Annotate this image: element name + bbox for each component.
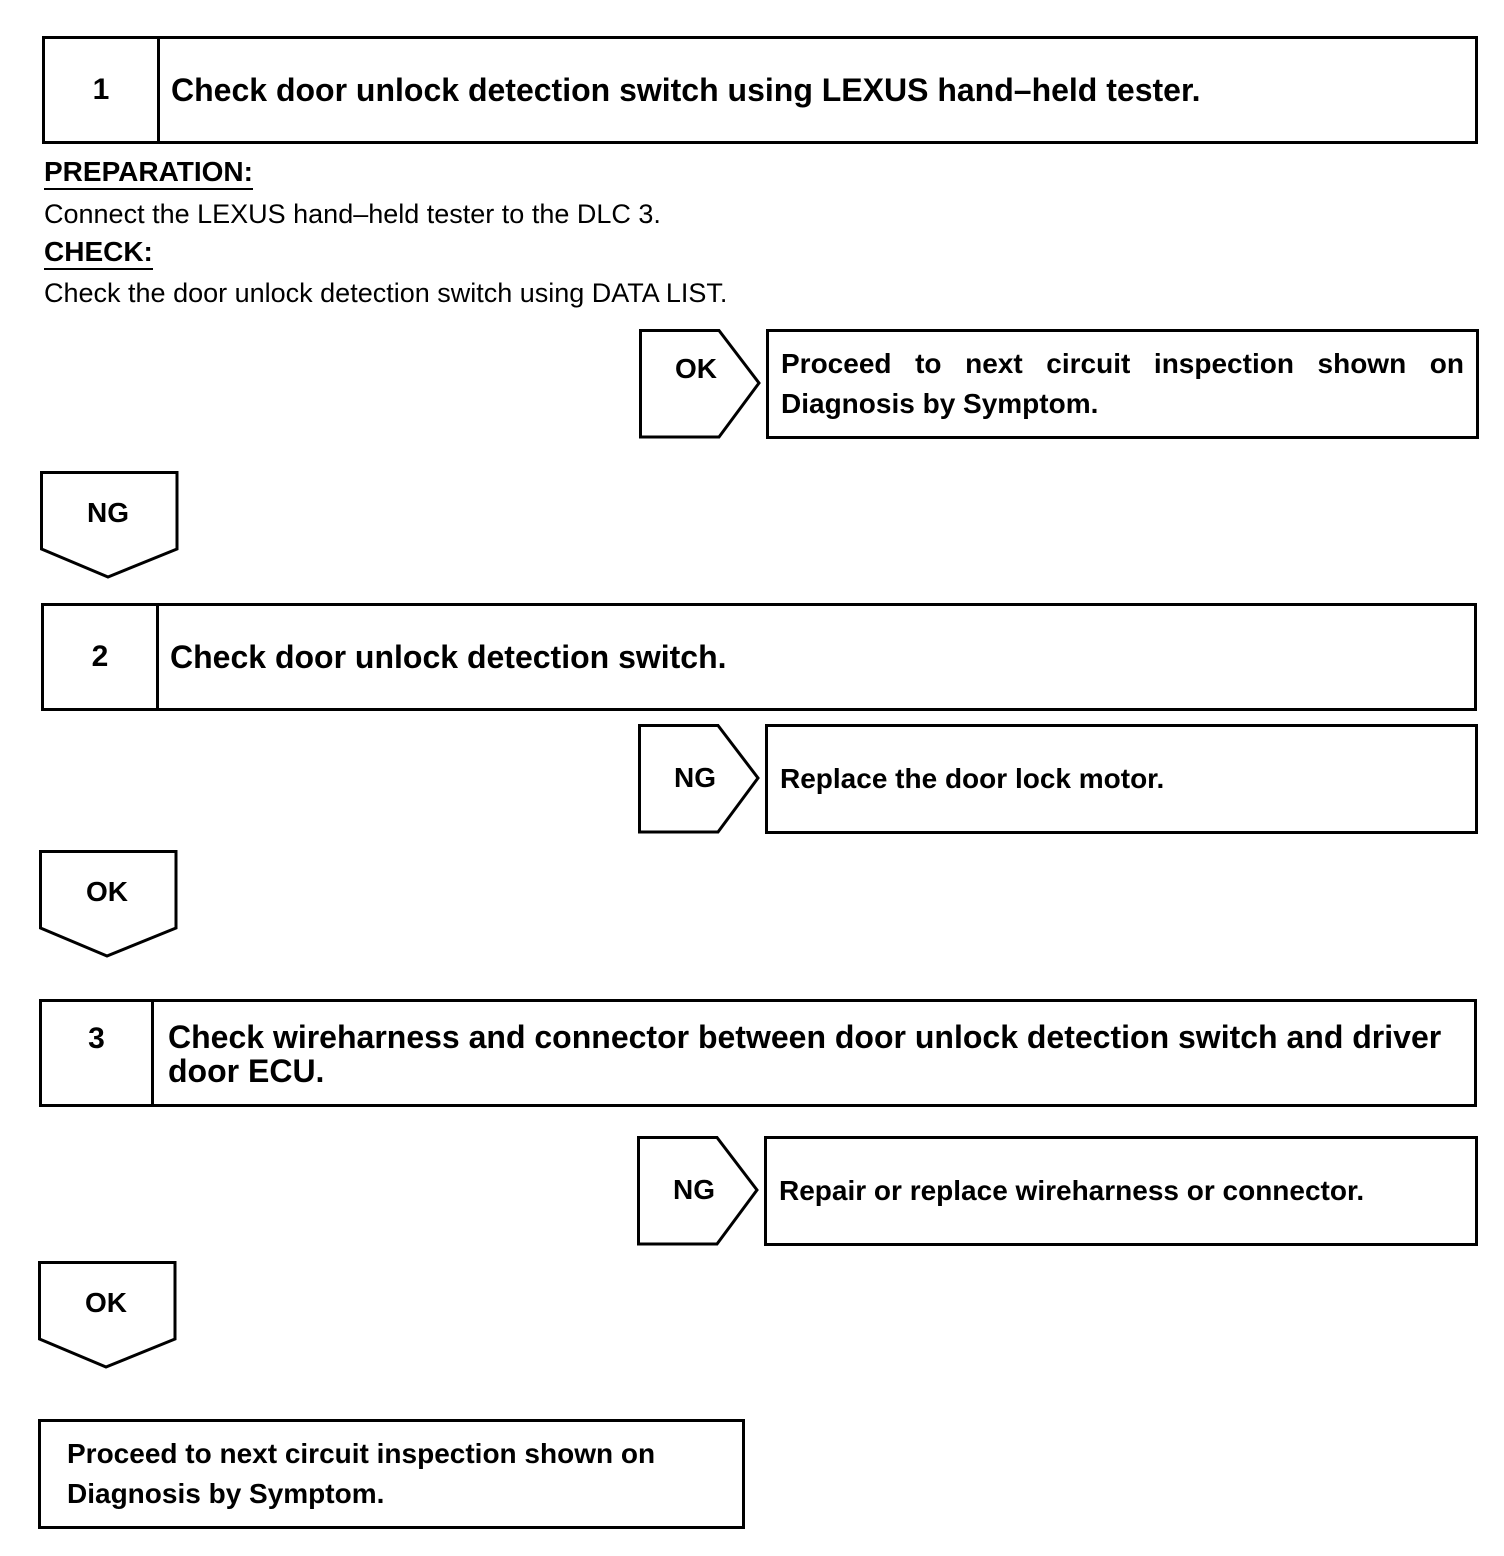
step-2-box <box>41 603 1477 711</box>
check-heading: CHECK: <box>44 236 153 270</box>
branch-2-label: NG <box>674 762 716 793</box>
check-text: Check the door unlock detection switch using DATA LIST. <box>44 278 728 308</box>
step-3-title: Check wireharness and connector between door unlock detection switch and driver door ECU. <box>168 1019 1442 1089</box>
final-result-box: Proceed to next circuit inspection shown on Diagnosis by Symptom. <box>38 1419 745 1529</box>
step-1-box <box>42 36 1478 144</box>
step-3-box <box>39 999 1477 1107</box>
step-1-title: Check door unlock detection switch using LEXUS hand–held tester. <box>171 72 1201 108</box>
step-1-number: 1 <box>45 39 160 141</box>
step-2-number: 2 <box>44 606 159 708</box>
branch-3-result: Repair or replace wireharness or connector. <box>764 1136 1478 1246</box>
branch-2-result: Replace the door lock motor. <box>765 724 1478 834</box>
preparation-heading: PREPARATION: <box>44 156 253 190</box>
step-3-number: 3 <box>42 1002 154 1104</box>
down-arrow-1-label: NG <box>87 497 129 528</box>
step-2-title: Check door unlock detection switch. <box>170 639 727 675</box>
down-arrow-3-label: OK <box>85 1287 127 1318</box>
down-arrow-2-label: OK <box>86 876 128 907</box>
preparation-text: Connect the LEXUS hand–held tester to the DLC 3. <box>44 199 661 229</box>
branch-1-label: OK <box>675 353 717 384</box>
branch-1-result: Proceed to next circuit inspection shown on Diagnosis by Symptom. <box>766 329 1479 439</box>
branch-3-label: NG <box>673 1174 715 1205</box>
